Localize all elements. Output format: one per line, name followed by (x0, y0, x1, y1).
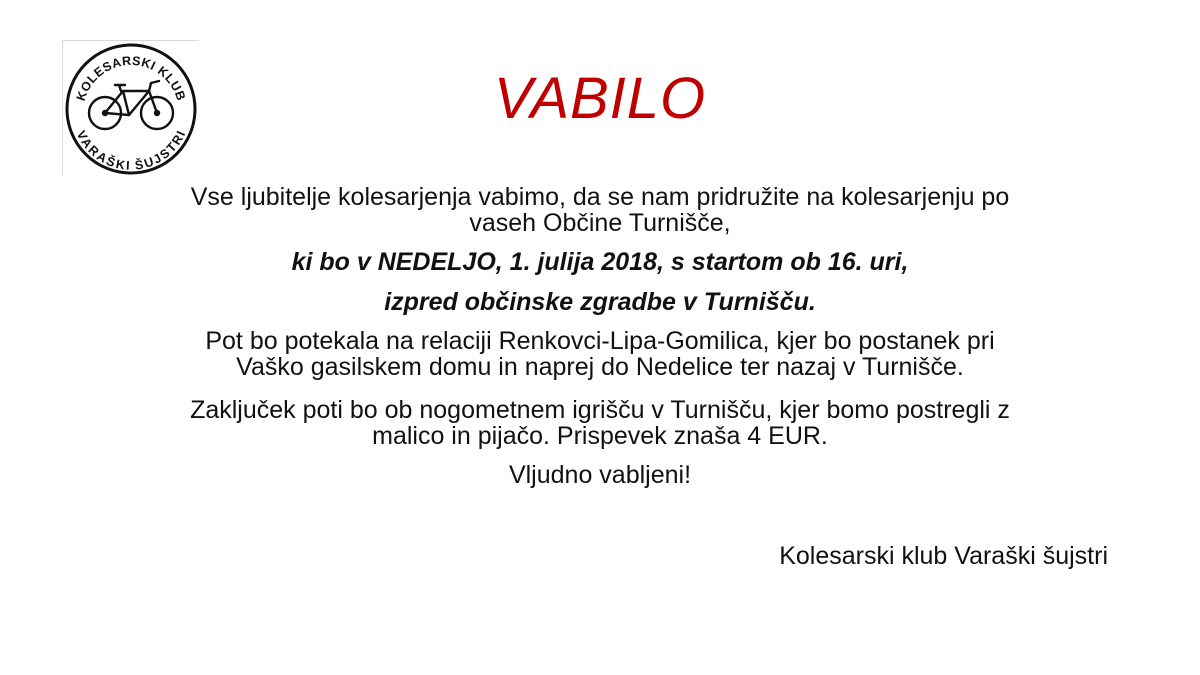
intro-line-1: Vse ljubitelje kolesarjenja vabimo, da se nam pridružite na kolesarjenju po (190, 183, 1010, 211)
route-line-2: Vaško gasilskem domu in naprej do Nedelice ter nazaj v Turnišče. (236, 353, 964, 381)
event-date: ki bo v NEDELJO, 1. julija 2018, s startom ob 16. uri, (291, 248, 909, 276)
invitation-title: VABILO (493, 66, 707, 131)
intro-paragraph (80, 184, 1120, 236)
logo-text-bottom: VARAŠKI ŠUJSTRI (73, 128, 189, 173)
route-paragraph (80, 328, 1120, 380)
signature: Kolesarski klub Varaški šujstri (779, 542, 1108, 570)
route-line-1: Pot bo potekala na relaciji Renkovci-Lipa-Gomilica, kjer bo postanek pri (205, 327, 995, 355)
finish-line-1: Zaključek poti bo ob nogometnem igrišču v Turnišču, kjer bomo postregli z (190, 396, 1010, 424)
intro-line-2: vaseh Občine Turnišče, (469, 209, 731, 237)
finish-paragraph (80, 397, 1120, 449)
event-place: izpred občinske zgradbe v Turnišču. (384, 288, 816, 316)
logo-text-top: KOLESARSKI KLUB (73, 53, 189, 103)
welcome-line: Vljudno vabljeni! (508, 461, 692, 489)
finish-line-2: malico in pijačo. Prispevek znaša 4 EUR. (372, 422, 828, 450)
